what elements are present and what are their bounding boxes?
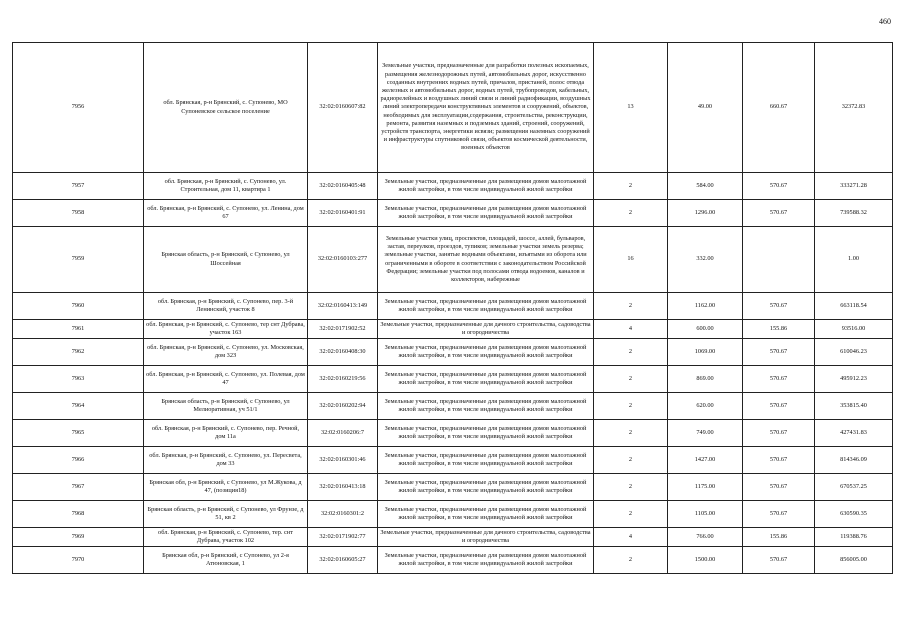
group-cell: 4 [594, 320, 668, 339]
cadastral-number-cell: 32:02:0171902:77 [308, 528, 378, 547]
cadastral-number-cell: 32:02:0160401:91 [308, 200, 378, 227]
cadastral-value-cell: 93516.00 [815, 320, 893, 339]
cadastral-value-cell: 814346.09 [815, 447, 893, 474]
land-use-cell: Земельные участки, предназначенные для дачного строительства, садоводства и огородничества [378, 320, 594, 339]
land-use-cell: Земельные участки, предназначенные для размещения домов малоэтажной жилой застройки, в том числе индивидуальной жилой застройки [378, 173, 594, 200]
address-cell: Брянская область, р-н Брянский, с Супонево, ул Шоссейная [144, 227, 308, 293]
page-number: 460 [879, 17, 891, 26]
cadastral-value-cell: 630590.35 [815, 501, 893, 528]
rate-cell: 570.67 [743, 173, 815, 200]
rate-cell: 155.86 [743, 320, 815, 339]
table-row [13, 339, 893, 366]
cadastral-number-cell: 32:02:0160413:18 [308, 474, 378, 501]
address-cell: Брянская область, р-н Брянский, с Супонево, ул Мелиоративная, уч 51/1 [144, 393, 308, 420]
row-number: 7966 [13, 447, 144, 474]
group-cell: 16 [594, 227, 668, 293]
land-use-cell: Земельные участки, предназначенные для размещения домов малоэтажной жилой застройки, в том числе индивидуальной жилой застройки [378, 501, 594, 528]
area-cell: 1069.00 [668, 339, 743, 366]
table-row [13, 420, 893, 447]
group-cell: 2 [594, 293, 668, 320]
rate-cell: 570.67 [743, 339, 815, 366]
cadastral-number-cell: 32:02:0160206:7 [308, 420, 378, 447]
group-cell: 2 [594, 366, 668, 393]
cadastral-value-cell: 427431.83 [815, 420, 893, 447]
address-cell: обл. Брянская, р-н Брянский, с. Супонево, тер. снт Дубрава, участок 102 [144, 528, 308, 547]
cadastral-number-cell: 32:02:0171902:52 [308, 320, 378, 339]
cadastral-number-cell: 32:02:0160408:30 [308, 339, 378, 366]
address-cell: Брянская обл, р-н Брянский, с Супонево, ул 2-я Атюновская, 1 [144, 547, 308, 574]
row-number: 7963 [13, 366, 144, 393]
table-row [13, 393, 893, 420]
row-number: 7961 [13, 320, 144, 339]
cadastral-value-cell: 353815.40 [815, 393, 893, 420]
rate-cell: 155.86 [743, 528, 815, 547]
area-cell: 1427.00 [668, 447, 743, 474]
area-cell: 1175.00 [668, 474, 743, 501]
land-use-cell: Земельные участки, предназначенные для размещения домов малоэтажной жилой застройки, в том числе индивидуальной жилой застройки [378, 474, 594, 501]
table-row [13, 547, 893, 574]
rate-cell: 570.67 [743, 501, 815, 528]
rate-cell: 660.67 [743, 43, 815, 173]
group-cell: 2 [594, 474, 668, 501]
row-number: 7968 [13, 501, 144, 528]
table-row [13, 320, 893, 339]
table-row [13, 227, 893, 293]
rate-cell: 570.67 [743, 393, 815, 420]
cadastral-number-cell: 32:02:0160301:46 [308, 447, 378, 474]
row-number: 7965 [13, 420, 144, 447]
group-cell: 2 [594, 200, 668, 227]
cadastral-number-cell: 32:02:0160103:277 [308, 227, 378, 293]
address-cell: обл. Брянская, р-н Брянский, с. Супонево, ул. Пересвета, дом 33 [144, 447, 308, 474]
address-cell: обл. Брянская, р-н Брянский, с. Супонево, ул. Московская, дом 32З [144, 339, 308, 366]
group-cell: 13 [594, 43, 668, 173]
rate-cell: 570.67 [743, 474, 815, 501]
group-cell: 2 [594, 173, 668, 200]
area-cell: 749.00 [668, 420, 743, 447]
cadastral-number-cell: 32:02:0160405:48 [308, 173, 378, 200]
cadastral-number-cell: 32:02:0160607:82 [308, 43, 378, 173]
cadastral-value-cell: 670537.25 [815, 474, 893, 501]
rate-cell: 570.67 [743, 366, 815, 393]
address-cell: обл. Брянская, р-н Брянский, с. Супонево, ул. Полевая, дом 47 [144, 366, 308, 393]
cadastral-value-cell: 1.00 [815, 227, 893, 293]
cadastral-number-cell: 32:02:0160413:149 [308, 293, 378, 320]
table-row [13, 200, 893, 227]
land-use-cell: Земельные участки, предназначенные для дачного строительства, садоводства и огородничества [378, 528, 594, 547]
area-cell: 600.00 [668, 320, 743, 339]
row-number: 7956 [13, 43, 144, 173]
table-row [13, 366, 893, 393]
table-row [13, 293, 893, 320]
row-number: 7969 [13, 528, 144, 547]
address-cell: обл. Брянская, р-н Брянский, с. Супонево, МО Супоневское сельское поселение [144, 43, 308, 173]
group-cell: 2 [594, 501, 668, 528]
rate-cell: 570.67 [743, 200, 815, 227]
land-use-cell: Земельные участки улиц, проспектов, площадей, шоссе, аллей, бульваров, застав, переулков, проездов, тупиков; земельные участки земель резерва; земельные участки, занятые водными объектами, изъятыми из оборота или ограниченными в обороте в соответствии с законодательством Российской Федерации; земельные участки под полосами отвода водоемов, каналов и коллекторов, набережные [378, 227, 594, 293]
row-number: 7958 [13, 200, 144, 227]
cadastral-value-cell: 119388.76 [815, 528, 893, 547]
cadastral-value-cell: 739588.32 [815, 200, 893, 227]
group-cell: 2 [594, 420, 668, 447]
row-number: 7962 [13, 339, 144, 366]
table-row [13, 447, 893, 474]
land-use-cell: Земельные участки, предназначенные для размещения домов малоэтажной жилой застройки, в том числе индивидуальной жилой застройки [378, 339, 594, 366]
row-number: 7960 [13, 293, 144, 320]
table-row [13, 474, 893, 501]
rate-cell: 570.67 [743, 447, 815, 474]
area-cell: 49.00 [668, 43, 743, 173]
area-cell: 1500.00 [668, 547, 743, 574]
cadastral-value-cell: 333271.28 [815, 173, 893, 200]
area-cell: 1162.00 [668, 293, 743, 320]
address-cell: обл. Брянская, р-н Брянский, с. Супонево, тер снт Дубрава, участок 163 [144, 320, 308, 339]
rate-cell: 570.67 [743, 547, 815, 574]
land-use-cell: Земельные участки, предназначенные для размещения домов малоэтажной жилой застройки, в том числе индивидуальной жилой застройки [378, 420, 594, 447]
cadastral-number-cell: 32:02:0160202:94 [308, 393, 378, 420]
row-number: 7959 [13, 227, 144, 293]
table-row [13, 528, 893, 547]
row-number: 7967 [13, 474, 144, 501]
address-cell: Брянская обл, р-н Брянский, с Супонево, ул М.Жукова, д 47, (позиция18) [144, 474, 308, 501]
group-cell: 2 [594, 447, 668, 474]
address-cell: обл. Брянская, р-н Брянский, с. Супонево, пер. 3-й Ленинский, участок 8 [144, 293, 308, 320]
group-cell: 2 [594, 393, 668, 420]
group-cell: 2 [594, 339, 668, 366]
land-use-cell: Земельные участки, предназначенные для размещения домов малоэтажной жилой застройки, в том числе индивидуальной жилой застройки [378, 393, 594, 420]
land-use-cell: Земельные участки, предназначенные для размещения домов малоэтажной жилой застройки, в том числе индивидуальной жилой застройки [378, 547, 594, 574]
area-cell: 332.00 [668, 227, 743, 293]
row-number: 7957 [13, 173, 144, 200]
address-cell: обл. Брянская, р-н Брянский, с. Супонево, ул. Ленина, дом 67 [144, 200, 308, 227]
land-use-cell: Земельные участки, предназначенные для размещения домов малоэтажной жилой застройки, в том числе индивидуальной жилой застройки [378, 293, 594, 320]
area-cell: 1105.00 [668, 501, 743, 528]
land-use-cell: Земельные участки, предназначенные для размещения домов малоэтажной жилой застройки, в том числе индивидуальной жилой застройки [378, 447, 594, 474]
table-row [13, 43, 893, 173]
group-cell: 4 [594, 528, 668, 547]
cadastral-number-cell: 32:02:0160301:2 [308, 501, 378, 528]
land-use-cell: Земельные участки, предназначенные для размещения домов малоэтажной жилой застройки, в том числе индивидуальной жилой застройки [378, 200, 594, 227]
area-cell: 620.00 [668, 393, 743, 420]
rate-cell [743, 227, 815, 293]
cadastral-value-table [12, 42, 893, 574]
land-use-cell: Земельные участки, предназначенные для размещения домов малоэтажной жилой застройки, в том числе индивидуальной жилой застройки [378, 366, 594, 393]
area-cell: 869.00 [668, 366, 743, 393]
cadastral-value-cell: 856005.00 [815, 547, 893, 574]
address-cell: обл. Брянская, р-н Брянский, с. Супонево, пер. Речной, дом 11а [144, 420, 308, 447]
group-cell: 2 [594, 547, 668, 574]
address-cell: Брянская область, р-н Брянский, с Супонево, ул Фрунзе, д 51, кв 2 [144, 501, 308, 528]
cadastral-value-cell: 663118.54 [815, 293, 893, 320]
area-cell: 584.00 [668, 173, 743, 200]
address-cell: обл. Брянская, р-н Брянский, с. Супонево, ул. Строительная, дом 11, квартира 1 [144, 173, 308, 200]
table-row [13, 501, 893, 528]
area-cell: 1296.00 [668, 200, 743, 227]
cadastral-value-cell: 610046.23 [815, 339, 893, 366]
row-number: 7970 [13, 547, 144, 574]
rate-cell: 570.67 [743, 420, 815, 447]
cadastral-number-cell: 32:02:0160605:27 [308, 547, 378, 574]
land-use-cell: Земельные участки, предназначенные для разработки полезных ископаемых, размещения железнодорожных путей, автомобильных дорог, искусственно созданных внутренних водных путей, причалов, пристаней, полос отвода железных и автомобильных дорог, водных путей, трубопроводов, кабельных, радиорелейных и воздушных линий связи и линий радиофикации, воздушных линий электропередачи конструктивных элементов и сооружений, объектов, необходимых для эксплуатации,содержания, строительства, реконструкции, ремонта, развития наземных и подземных зданий, строений, сооружений, устройств транспорта, энергетики исвязи; размещения наземных сооружений и инфраструктуры спутниковой связи, объектов космической деятельности, военных объектов [378, 43, 594, 173]
cadastral-value-cell: 32372.83 [815, 43, 893, 173]
area-cell: 766.00 [668, 528, 743, 547]
table-row [13, 173, 893, 200]
cadastral-number-cell: 32:02:0160219:56 [308, 366, 378, 393]
row-number: 7964 [13, 393, 144, 420]
rate-cell: 570.67 [743, 293, 815, 320]
cadastral-value-cell: 495912.23 [815, 366, 893, 393]
